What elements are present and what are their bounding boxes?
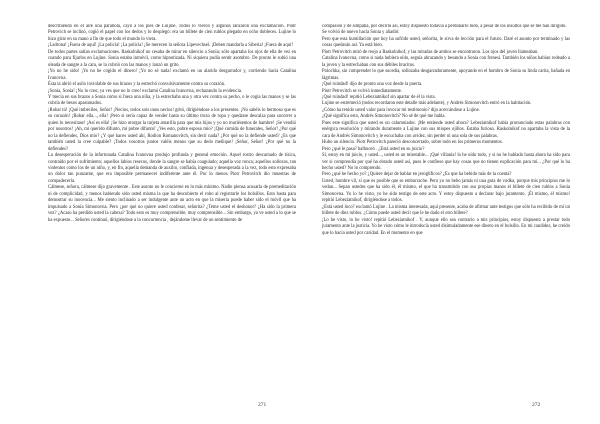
paragraph: Pero ¿qué he hecho yo? ¿Quiere dejar de hablar en jeroglíficos? ¿Es que ha bebido más de la cuenta? bbox=[322, 172, 512, 178]
paragraph: La desesperación de la infortunada Catalina Ivanovna produjo profunda y general emoción. Aquel rostro descarnado de tísica, contraído por el sufrimiento; aquellos labios resecos, donde la sangre se había coagulado; aquella voz ronca; aquellos sollozos, tan violentos como los de un niño, y, en fin, aquella demanda de auxilio, confiada, ingenua y desesperada a la vez, todo esto expresaba un dolor tan punzante, que era imposible permanecer indiferente ante él. Por lo menos Piotr Petrovitch dio muestras de compadecerla. bbox=[48, 153, 296, 184]
paragraph: Ésta la abrió el asilo inviolable de sus brazos y la estrechó convulsivamente contra su corazón. bbox=[48, 82, 226, 88]
paragraph: ¿Está usted loco? exclamó Lujine . La misma interesada, aquí presente, acaba de afirmar ante testigos que sólo ha recibido de mí un billete de diez rublos. ¿Cómo puede usted decir que le he dado el otro billete? bbox=[322, 204, 570, 217]
paragraph: Usted, hombre vil, sí que es posible que se emborrache. Pero yo no bebo jamás ni una gota de vodka, porque mis principios me lo vedan... Sepan ustedes que ha sido él, él mismo, el que ha transmitido con sus propias manos el billete de cien rublos a Sonia Simonovna. Yo lo he visto, yo he sido testigo de este acto. Y estoy dispuesto a declarar bajo juramento. ¡Él mismo, él mismo! repitió Lebeziatnikof, dirigiéndose a todos. bbox=[322, 178, 570, 204]
paragraph: ¡Qué ruindad! repitió Lebeziatnikof sin apartar de él la vista. bbox=[322, 94, 436, 100]
paragraph: Lujine se estremeció (todos recordaron este detalle más adelante), y Andrés Simonovitch entró en la habitación. bbox=[322, 101, 532, 107]
paragraph: ¿Cómo ha tenido usted valor para invocar mi testimonio? dijo acercándose a Lujine. bbox=[322, 107, 480, 113]
paragraph: Cálmese, señora, cálmese dijo gravemente . Este asunto no le concierne en lo más mínimo. Nadie piensa acusarla de premeditación ni de complicidad, y menos habiendo sido usted misma la que ha descubierto el robo al registrarle los bolsillos. Esto basta para demostrar su inocencia... Me siento inclinado a ser indulgente ante un acto en que la miseria puede haber sido el móvil que ha impulsado a Sonia Simonovna. Pero ¿por qué no quiere usted confesar, señorita? ¿Teme usted el deshonor? ¿Ha sido la primera vez? ¿Acaso ha perdido usted la cabeza? Todo esto es muy comprensible, muy comprensible... Sin embargo, ya ve usted a lo que se ha expuesto... Señores continuó, dirigiéndose a la concurrencia , dejándome llevar de un sentimiento de bbox=[48, 185, 296, 223]
paragraph: ¡Yo no he sido! ¡Yo no he cogido el dinero! ¡Yo no sé nada! exclamó en un alarido desgarrador y, corriendo hacia Catalina Ivanovna. bbox=[48, 69, 296, 81]
paragraph: Sí, estoy en mi juicio, y usted..., usted es un miserable... ¡Qué villanía! lo he oído todo, y si no he hablado hasta ahora ha sido para ver si comprendía por qué ha obrado usted así, pues le confieso que hay cosas que no tienen explicación para mí... ¿Por qué lo ha hecho usted? No lo comprendo. bbox=[322, 153, 570, 171]
left-page bbox=[48, 24, 296, 396]
paragraph: describiendo en el aire una parábola, cayó a los pies de Luijine. Todos lo vieron y algunos lanzaron una exclamación. Piotr Petrovich se inclinó, cogió el papel con los dedos y lo desplegó: era un billete de cien rublos plegado en ocho dobleces. Lujine lo hizo girar en su mano a fin de que todo el mundo lo viera. bbox=[48, 24, 296, 42]
paragraph: ¡Robar tú! ¡Qué imbéciles, Señor! ¡Necios, todos sois unos necios! gritó, dirigiéndose a los presentes. ¡No sabéis lo hermoso que es su corazón! ¡Robar ella..., ella! ¡Pero si sería capaz de vender hasta su último trozo de ropa y quedarse descalza para socorrer a quien lo necesitase! ¡Así es ella! ¡Se hizo otorgar la tarjeta amarilla para que mis hijos y yo no muriésemos de hambre! ¡Se vendió por nosotros! ¡Ah, mi querido difunto, mi pobre difunto! ¿Ves esto, pobre esposo mío? ¡Qué comida de funerales, Señor! ¿Por qué no la defiendes, Dios mío? ¿Y qué haces usted ahí, Rodion Romanovitch, sin decir nada? ¿Por qué no la defiende usted? ¿Es que también usted la cree culpable? ¡Todos vosotros juntos valéis menos que su dedo meñique! ¡Señor, Señor! ¿Por qué no la defiendes? bbox=[48, 107, 296, 152]
paragraph: Pues este significa que usted es un calumniador. ¡Me entiende usted ahora? Lebeziatnikof había pronunciado estas palabras con enérgica resolución y mirando duramente a Lujine con sus miopes ojillos. Estaba furioso. Raskolnikof no apartaba la vista de la cara de Andrés Simonovitch y le escuchaba con avidez, sin perder ni una sola de sus palabras. bbox=[322, 120, 570, 139]
paragraph: Se volvió de nuevo hacia Sonia y añadió: bbox=[322, 30, 400, 36]
paragraph: Pero que esta humillación que hoy ha sufrido usted, señorita, le sirva de lección para el futuro. Daré el asunto por terminado y las cosas quedarán así. Ya está bien. bbox=[322, 36, 570, 49]
paragraph: Pero ¿qué le pasa? balbuceó . ¿Está usted en su juicio? bbox=[322, 146, 425, 152]
paragraph: Hubo un silencio. Piotr Petrovitch pareció desconcertado, sobre todo en los primeros momentos. bbox=[322, 140, 503, 146]
paragraph: ¡Qué ruindad! dijo de pronto una voz desde la puerta. bbox=[322, 82, 423, 88]
paragraph: Catalina Ivanovna, como si nada hubiera oído, seguía abrazando y besando a Sonia con frenesí. También los niños habían rodeado a la joven y la estrechaban con sus débiles bracitos. bbox=[322, 56, 570, 68]
paragraph: ¡Sonia, Sonia! ¡No lo creo; ya ves que no lo creo! exclamó Catalina Ivanovna, rechazando la evidencia. bbox=[48, 88, 243, 94]
paragraph: Piotr Petrovitch se volvió inmediatamente. bbox=[322, 88, 403, 94]
paragraph: ¿Qué significa esto, Andrés Simonovitch? No sé de qué me habla. bbox=[322, 114, 446, 120]
paragraph: compasión y de simpatía, por decirlo así, estoy dispuesto todavía a perdonarlo todo, a pesar de los insultos que se me han dirigido. bbox=[322, 24, 567, 29]
paragraph: ¡Ladrona! ¡Fuera de aquí! ¡La policía! ¡La policía! ¡Se merecen la señora Lipevechsel. ¡Deben mandarla a Siberia! ¡Fuera de aquí! bbox=[48, 43, 293, 49]
paragraph: Piotr Petrovitch miró de reojo a Raskolnikof, y las miradas de ambos se encontraron. Los ojos del joven llameaban. bbox=[322, 49, 539, 55]
paragraph: ¡Lo he visto, lo he visto! repitió Lebeziatnikof . Y, aunque ello sea contrario a mis principios, estoy dispuesto a prestar todo juramento ante la justicia. Yo he visto cómo le introducía usted disimuladamente ese dinero en el bolsillo. En mi candidez, he creído que lo hacía usted por caridad. En el momento en que bbox=[322, 217, 570, 236]
page-number: 271 bbox=[258, 402, 267, 408]
paragraph: Polochka, sin comprender lo que sucedía, sollozaba desgarradoramente, apoyando en el hombro de Sonia su linda carita, bañada en lágrimas. bbox=[322, 69, 570, 81]
page-number: 272 bbox=[532, 402, 541, 408]
paragraph: Y mecía en sus brazos a Sonia como si fuera una niña, y la estrechaba una y otra vez contra su pecho, o le cogía las manos y se las cubría de besos apasionados. bbox=[48, 94, 296, 107]
paragraph: De todos partes salían exclamaciones. Raskolnikof no cesaba de mirar en silencio a Sonia; sólo apartaba los ojos de ella de vez en cuando para fijarlos en Lujine. Sonia estaba inmóvil, como hipnotizada. Ni siquiera podía sentir asombro. De pronto le subió una oleada de sangre a la cara, se la cubrió con las manos y lanzó un grito. bbox=[48, 49, 296, 68]
right-page bbox=[322, 24, 570, 396]
